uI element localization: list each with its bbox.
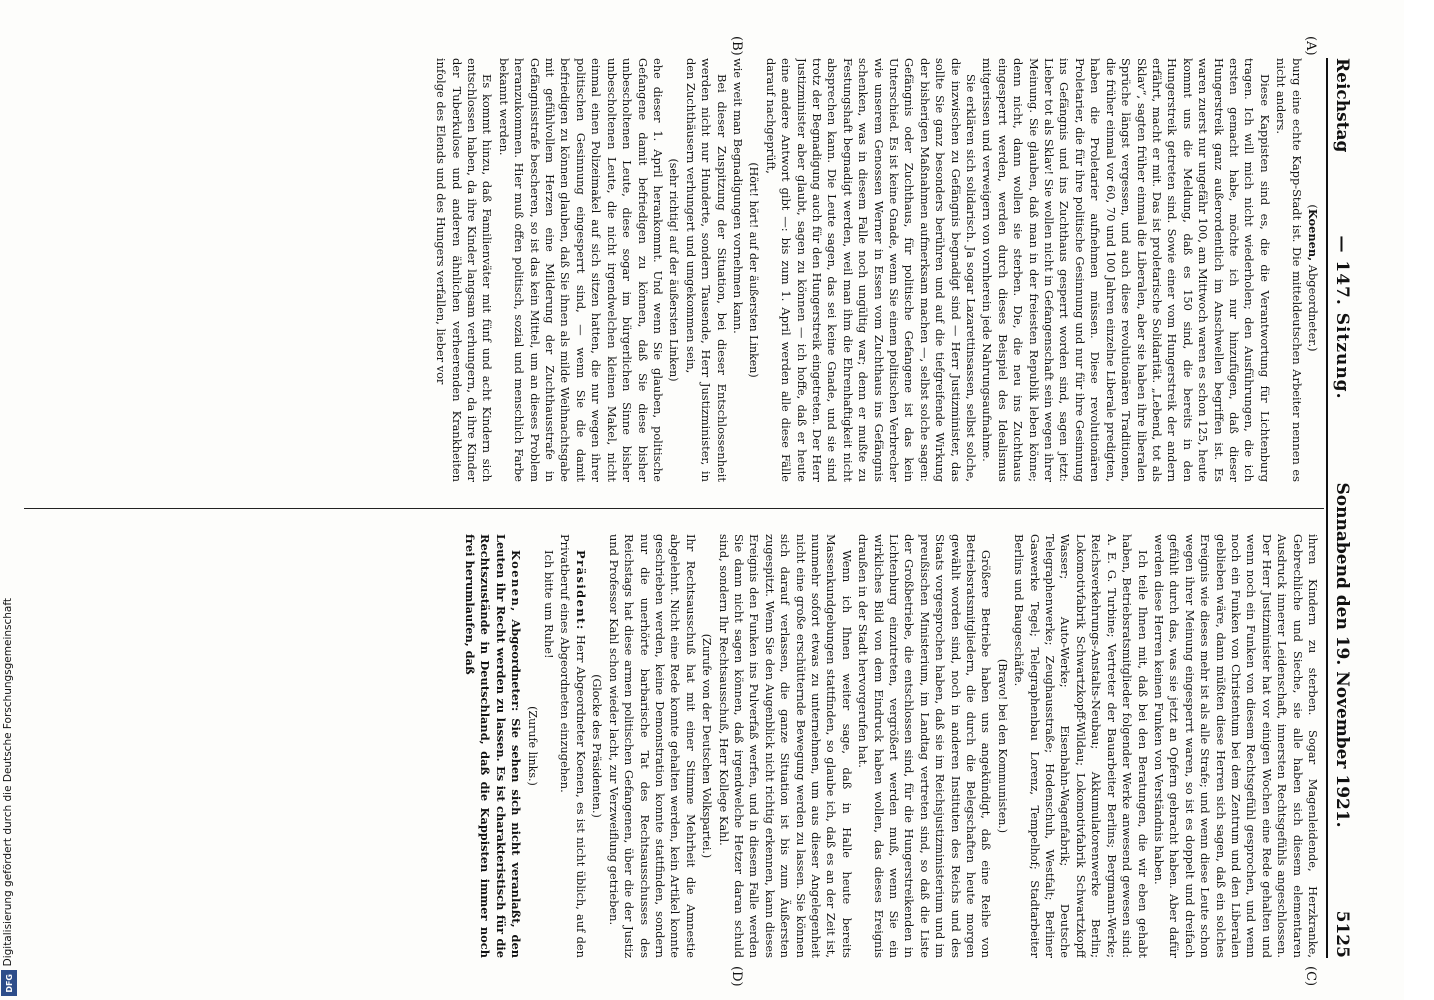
margin-marker-d: (D) (729, 966, 744, 987)
speaker-name: Koenen, (1306, 208, 1320, 262)
interjection: (Hört! hört! auf der äußersten Linken) (747, 162, 761, 378)
header-reichstag: Reichstag (1332, 58, 1352, 153)
paragraph: Größere Betriebe haben uns angekündigt, daß eine Reihe von Betriebsratsmitgliedern, die durch die Belegschaften heute morgen gewählt worden sind, noch in anderen Instituten des Reichs und des Staats vorgesprochen haben, daß sie im Reichsjustizministerium und im preußischen Ministerium, im Landtag vertreten sind, so daß die Liste der Großbetriebe, die entschlossen sind, für die Hungerstreikenden in Lichtenburg einzutreten, vergrößert werden muß, wenn Sie ein wirkliches Bild von dem Eindruck haben wollen, das dieses Ereignis draußen in der Stadt hervorgerufen hat. (856, 534, 994, 958)
paragraph: Ihr Rechtsausschuß hat mit einer Stimme Mehrheit die Amnestie abgelehnt. Nicht eine Rede konnte gehalten werden, kein Artikel konnte geschrieben werden, keine Demonstration konnte stattfinden, sondern nur die unerhörte barbarische Tat des Rechtsausschusses des Reichstags hat diese armen politischen Gefangenen, über die der Justiz und Professor Kahl schon wieder lacht, zur Verzweiflung getrieben. (606, 534, 698, 958)
margin-marker-a: (A) (1303, 36, 1318, 56)
page-number: 5125 (1332, 910, 1352, 958)
koenen-remark (462, 534, 524, 958)
left-column (24, 58, 1320, 482)
margin-marker-c: (C) (1303, 966, 1318, 987)
header-date: Sonnabend den 19. November 1921. (1332, 482, 1352, 828)
right-column (24, 534, 1320, 958)
header-rule (1326, 58, 1328, 958)
koenen-label: Koenen, (509, 550, 524, 613)
president-label: Präsident: (573, 550, 588, 631)
digitization-sidebar (0, 597, 20, 1000)
paragraph: wie weit man Begnadigungen vornehmen kann. (730, 58, 745, 334)
digitization-credit: Digitalisierung gefördert durch die Deutsche Forschungsgemeinschaft (2, 597, 14, 966)
koenen-text: Abgeordneter: Sie sehen sich nicht veranlaßt, den Leuten ihr Recht werden zu lassen. Es ist charakteristisch für die Rechtszustände in Deutschland, daß die Kappisten immer noch frei herumlaufen, daß (463, 534, 524, 958)
paragraph: Diese Kappisten sind es, die die Verantwortung für Lichtenburg tragen. Ich will mich nicht wiederholen; den Ausführungen, die ich ersten gemacht habe, möchte ich nur hinzufügen, daß dieser Hungerstreik ganz außerordentlich im Anschwellen begriffen ist. Es waren zuerst nur ungefähr 100, am Mittwoch waren es schon 125, heute kommt uns die Meldung, daß es 150 sind, die bereits in den Hungerstreik getreten sind. Sowie einer vom Hungerstreik der andern erfährt, macht er mit. Das ist proletarische Solidarität. „Lebend, tot als Sklav“, sagten früher einmal die Liberalen, aber sie haben ihre liberalen Sprüche längst vergessen, und auch diese revolutionären Traditionen, die früher einmal vor 60, 70 und 100 Jahren einzelne Liberale predigten, haben die Proletarier aufnehmen müssen. Diese revolutionären Proletarier, die für ihre politische Gesinnung und nur für ihre Gesinnung ins Gefängnis und ins Zuchthaus gesperrt worden sind, sagen jetzt: Lieber tot als Sklav! Sie wollen nicht in Gefangenschaft sein wegen ihrer Meinung. Sie glauben, daß man in der freiesten Republik leben könne; denn nicht, dann wollen sie sterben. Die, die neu ins Zuchthaus eingesperrt werden, werden durch dieses Beispiel des Idealismus mitgerissen und verweigern von vornherein jede Nahrungsaufnahme. (980, 58, 1272, 482)
interjection: (Zurufe links.) (525, 706, 539, 786)
interjection: (Zurufe von der Deutschen Volkspartei.) (700, 633, 714, 859)
president-remark (557, 534, 588, 958)
interjection: (sehr richtig! auf der äußersten Linken) (667, 158, 681, 382)
paragraph: Bei dieser Zuspitzung der Situation, bei dieser Entschlossenheit werden nicht nur Hunderte, sondern Tausende, Herr Justizminister, in den Zuchthäusern verhungert und umgekommen sein, (683, 58, 729, 482)
paragraph: burg eine echte Kapp-Stadt ist. Die mitteldeutschen Arbeiter nennen es nicht anders. (1274, 58, 1304, 482)
president-text: Herr Abgeordneter Koenen, es ist nicht üblich, auf den Privatberuf eines Abgeordneten einzugehen. (558, 534, 588, 958)
paragraph: Es kommt hinzu, daß Familienväter mit fünf und acht Kindern sich entschlossen haben, da ihre Kinder langsam verhungern, da ihre Kinder der Tuberkulose und anderen ähnlichen verheerenden Krankheiten infolge des Elends und des Hungers verfallen, lieber vor (434, 58, 495, 482)
paragraph: Ich teile Ihnen mit, daß bei den Beratungen, die wir eben gehabt haben, Betriebsratsmitglieder folgender Werke anwesend gewesen sind: A. E. G. Turbine; Vertreter der Bauarbeiter Berlins; Bergmann-Werke; Reichsverkehrungs-Anstalts-Neubau; Akkumulatorenwerke Berlin; Lokomotivfabrik Schwartzkopff-Wildau; Lokomotivfabrik Schwartzkopff Wasser; Auto-Werke; Eisenbahn-Wagenfabrik; Deutsche Telegraphenwerke; Zeughausstraße; Hodenschuh, Westfalt; Berliner Gaswerke Tegel; Telegraphenbau Lorenz, Tempelhof; Stadtarbeiter Berlins und Baugeschäfte. (1012, 534, 1150, 958)
paragraph: Sie erklären sich solidarisch. Ja sogar Lazarettinsassen, selbst solche, die inzwischen zu Gefängnis begnadigt sind — Herr Justizminister, das sollte Sie ganz besonders berühren und auf die tiefgreifende Wirkung der bisherigen Maßnahmen aufmerksam machen —, selbst solche sagen: Gefängnis oder Zuchthaus, für politische Gefangene ist das kein Unterschied. Es ist keine Gnade, wenn Sie einem politischen Verbrecher wie unserem Genossen Werner in Essen vom Zuchthaus ins Gefängnis schenken, was in diesem Falle noch ungültig war; denn er mußte zu Festungshaft begnadigt werden, weil man ihm die Ehrenhaftigkeit nicht absprechen kann. Die Leute sagen, das sei keine Gnade, und sie sind trotz der Begnadigung auch für den Hungerstreik eingetreten. Der Herr Justizminister aber glaubt, sagen zu können — ich hoffe, daß er heute eine andere Antwort gibt —: bis zum 1. April werden alle diese Fälle darauf nachgeprüft, (763, 58, 979, 482)
paragraph: ehe dieser 1. April herankommt. Und wenn Sie glauben, politische Gefangene damit befriedigen zu können, daß Sie diese bisher unbescholtenen Leute, diese sogar im bürgerlichen Sinne bisher unbescholtenen Leute, die nicht irgendwelchen kleinen Makel, nicht einmal einen Polizeimakel auf sich sitzen hatten, die nur wegen ihrer politischen Gesinnung eingesperrt sind, — wenn Sie die damit befriedigen zu können glauben, daß Sie ihnen als milde Weihnachtsgabe mit gefühlvollem Herzen eine Milderung der Zuchthausstrafe in Gefängnisstrafe bescheren, so ist das kein Mittel, um an dieses Problem heranzukommen. Hier muß offen politisch, sozial und menschlich Farbe bekannt werden. (496, 58, 665, 482)
paragraph: ihren Kindern zu sterben. Sogar Magenleidende, Herzkranke, Gebrechliche und Sieche, sie alle haben sich diesem elementaren Ausdruck innerer Leidenschaft, innersten Rechtsgefühls angeschlossen. Der Herr Justizminister hat vor einigen Wochen eine Rede gehalten und wenn noch ein Funken von diesem Rechtsgefühl gesprochen, und wenn noch ein Funken von Christentum bei dem Zentrum und den Liberalen geblieben wäre, dann müßten diese Herren sich sagen, daß ein solches Ereignis wie dieses mehr ist als alle Strafe; und wenn diese Leute schon wegen ihrer Meinung eingesperrt waren, so ist es doppelt und dreifach gefühlt durch das, was sie jetzt an Opfern gebracht haben. Aber dafür werden diese Herren keinen Funken von Verständnis haben. (1151, 534, 1320, 958)
speaker-role: Abgeordneter.) (1306, 264, 1320, 352)
column-divider (24, 508, 1324, 509)
interjection: (Glocke des Präsidenten.) (590, 674, 604, 818)
dfg-logo: DFG (1, 970, 17, 996)
page-header (1332, 58, 1366, 958)
margin-marker-b: (B) (729, 36, 744, 56)
interjection: (Bravo! bei den Kommunisten.) (995, 658, 1009, 834)
speaker-header: (Koenen, Abgeordneter.) (1306, 204, 1320, 352)
paragraph: Wenn ich Ihnen weiter sage, daß in Halle heute bereits Massenkundgebungen stattfinden, so glaube ich, daß es an der Zeit ist, nunmehr sofort etwas zu unternehmen, um aus dieser Angelegenheit nicht eine große erschütternde Bewegung werden zu lassen. Sie können sich darauf verlassen, die ganze Situation ist bis zum Äußersten zugespitzt. Wenn Sie den Augenblick nicht richtig erkennen, kann dieses Ereignis den Funken ins Pulverfaß werfen, und in diesem Falle werden Sie dann nicht sagen können, daß irgendwelche Hetzer daran schuld sind, sondern Ihr Rechtsausschuß, Herr Kollege Kahl. (716, 534, 854, 958)
header-session: — 147. Sitzung. (1332, 235, 1352, 400)
paragraph: Ich bitte um Ruhe! (542, 550, 557, 659)
